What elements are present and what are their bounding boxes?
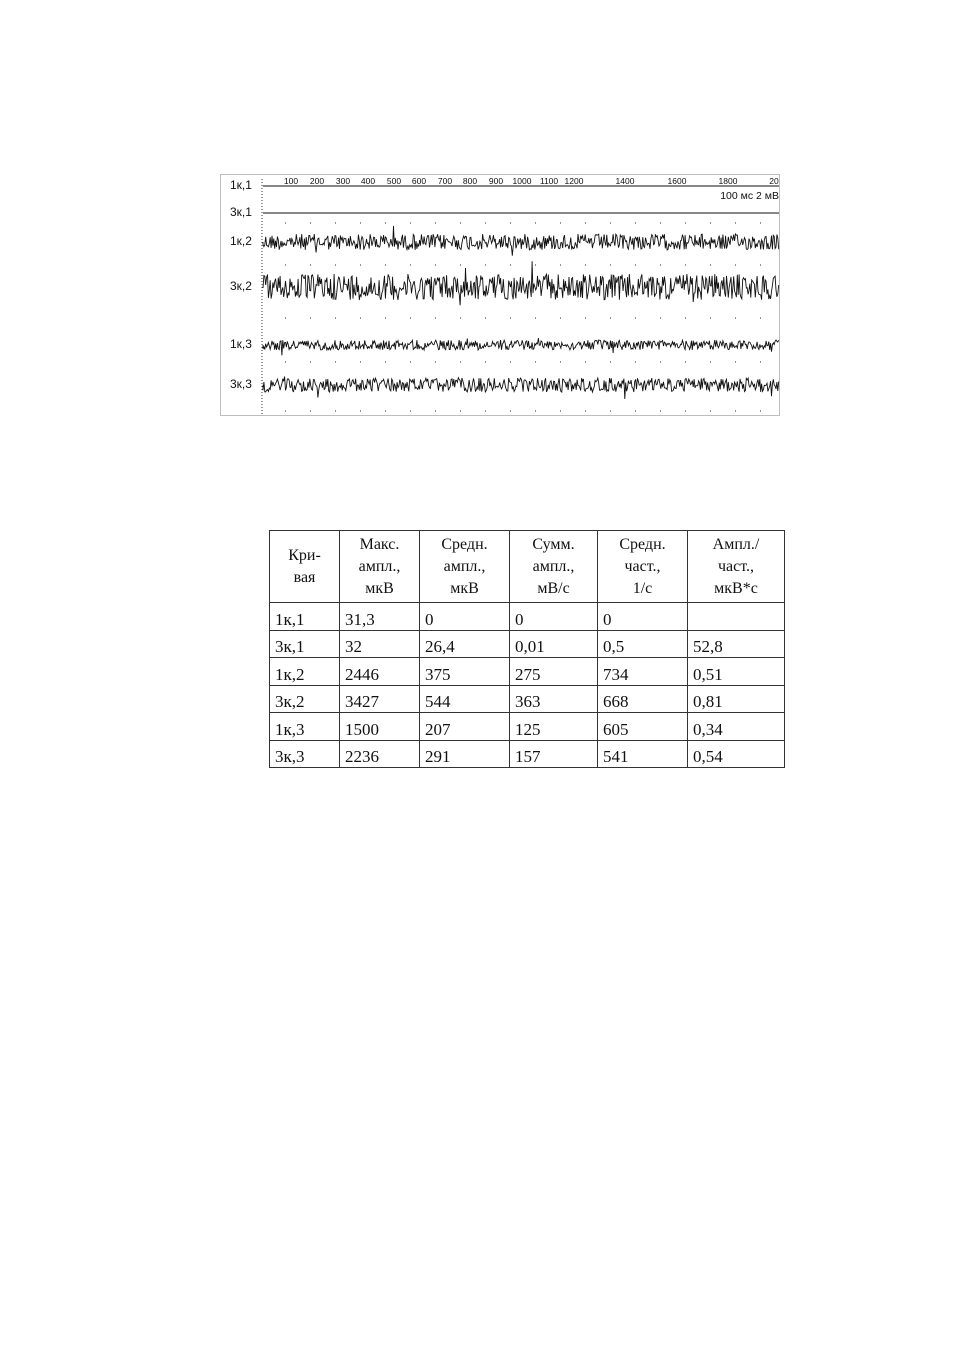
emg-traces xyxy=(221,175,781,417)
table-header-row xyxy=(270,531,785,603)
table-cell: 1к,2 xyxy=(270,658,340,686)
channel-label: 3к,1 xyxy=(230,205,252,219)
time-tick-label: 1000 xyxy=(512,176,532,186)
channel-trace xyxy=(263,261,779,305)
table-cell: 541 xyxy=(598,740,688,768)
table-cell: 3к,3 xyxy=(270,740,340,768)
table-row xyxy=(270,713,785,741)
table-cell: 157 xyxy=(510,740,598,768)
table-cell: 734 xyxy=(598,658,688,686)
header-max-amp: Макс. ампл., мкВ xyxy=(340,531,420,603)
time-tick-label: 800 xyxy=(462,176,478,186)
time-tick-label: 20 xyxy=(769,176,779,186)
table-cell: 0 xyxy=(598,603,688,631)
table-cell: 544 xyxy=(420,685,510,713)
table-cell: 291 xyxy=(420,740,510,768)
channel-label: 1к,2 xyxy=(230,234,252,248)
table-cell: 0,54 xyxy=(688,740,785,768)
channel-label: 3к,2 xyxy=(230,279,252,293)
table-cell: 52,8 xyxy=(688,630,785,658)
table-row xyxy=(270,658,785,686)
table-row xyxy=(270,603,785,631)
table-cell: 275 xyxy=(510,658,598,686)
table-cell: 31,3 xyxy=(340,603,420,631)
time-tick-label: 1100 xyxy=(539,176,559,186)
time-tick-label: 700 xyxy=(437,176,453,186)
emg-stats-table xyxy=(269,530,785,768)
table-cell: 1500 xyxy=(340,713,420,741)
table-row xyxy=(270,740,785,768)
scale-label: 100 мс 2 мВ xyxy=(720,190,779,202)
channel-label: 1к,1 xyxy=(230,178,252,192)
table-row xyxy=(270,630,785,658)
table-cell: 0,81 xyxy=(688,685,785,713)
header-sum-amp: Сумм. ампл., мВ/с xyxy=(510,531,598,603)
time-tick-label: 100 xyxy=(283,176,299,186)
time-tick-label: 1200 xyxy=(564,176,584,186)
table-cell: 0,34 xyxy=(688,713,785,741)
table-cell: 375 xyxy=(420,658,510,686)
channel-label: 3к,3 xyxy=(230,377,252,391)
table-cell: 26,4 xyxy=(420,630,510,658)
table-cell: 2236 xyxy=(340,740,420,768)
header-curve: Кри- вая xyxy=(270,531,340,603)
header-mean-freq: Средн. част., 1/с xyxy=(598,531,688,603)
time-tick-label: 200 xyxy=(309,176,325,186)
table-cell: 2446 xyxy=(340,658,420,686)
time-tick-label: 1600 xyxy=(667,176,687,186)
channel-label: 1к,3 xyxy=(230,337,252,351)
table-cell: 3427 xyxy=(340,685,420,713)
time-tick-label: 500 xyxy=(386,176,402,186)
table-cell: 3к,2 xyxy=(270,685,340,713)
table-cell: 668 xyxy=(598,685,688,713)
channel-trace xyxy=(263,226,779,256)
time-tick-label: 1400 xyxy=(615,176,635,186)
table-cell: 0,51 xyxy=(688,658,785,686)
time-tick-label: 1800 xyxy=(718,176,738,186)
table-cell: 1к,1 xyxy=(270,603,340,631)
table-cell: 1к,3 xyxy=(270,713,340,741)
emg-figure xyxy=(220,174,780,416)
table-cell: 363 xyxy=(510,685,598,713)
header-amp-freq: Ампл./ част., мкВ*с xyxy=(688,531,785,603)
channel-trace xyxy=(263,377,779,400)
table-cell: 3к,1 xyxy=(270,630,340,658)
table-cell: 0,01 xyxy=(510,630,598,658)
time-tick-label: 400 xyxy=(360,176,376,186)
time-tick-label: 600 xyxy=(411,176,427,186)
table-cell: 0,5 xyxy=(598,630,688,658)
table-cell: 0 xyxy=(420,603,510,631)
table-cell: 125 xyxy=(510,713,598,741)
table-cell: 0 xyxy=(510,603,598,631)
header-mean-amp: Средн. ампл., мкВ xyxy=(420,531,510,603)
time-tick-label: 900 xyxy=(488,176,504,186)
channel-trace xyxy=(263,338,779,355)
table-cell xyxy=(688,603,785,631)
table-cell: 32 xyxy=(340,630,420,658)
table-cell: 207 xyxy=(420,713,510,741)
table-row xyxy=(270,685,785,713)
table-cell: 605 xyxy=(598,713,688,741)
time-tick-label: 300 xyxy=(335,176,351,186)
